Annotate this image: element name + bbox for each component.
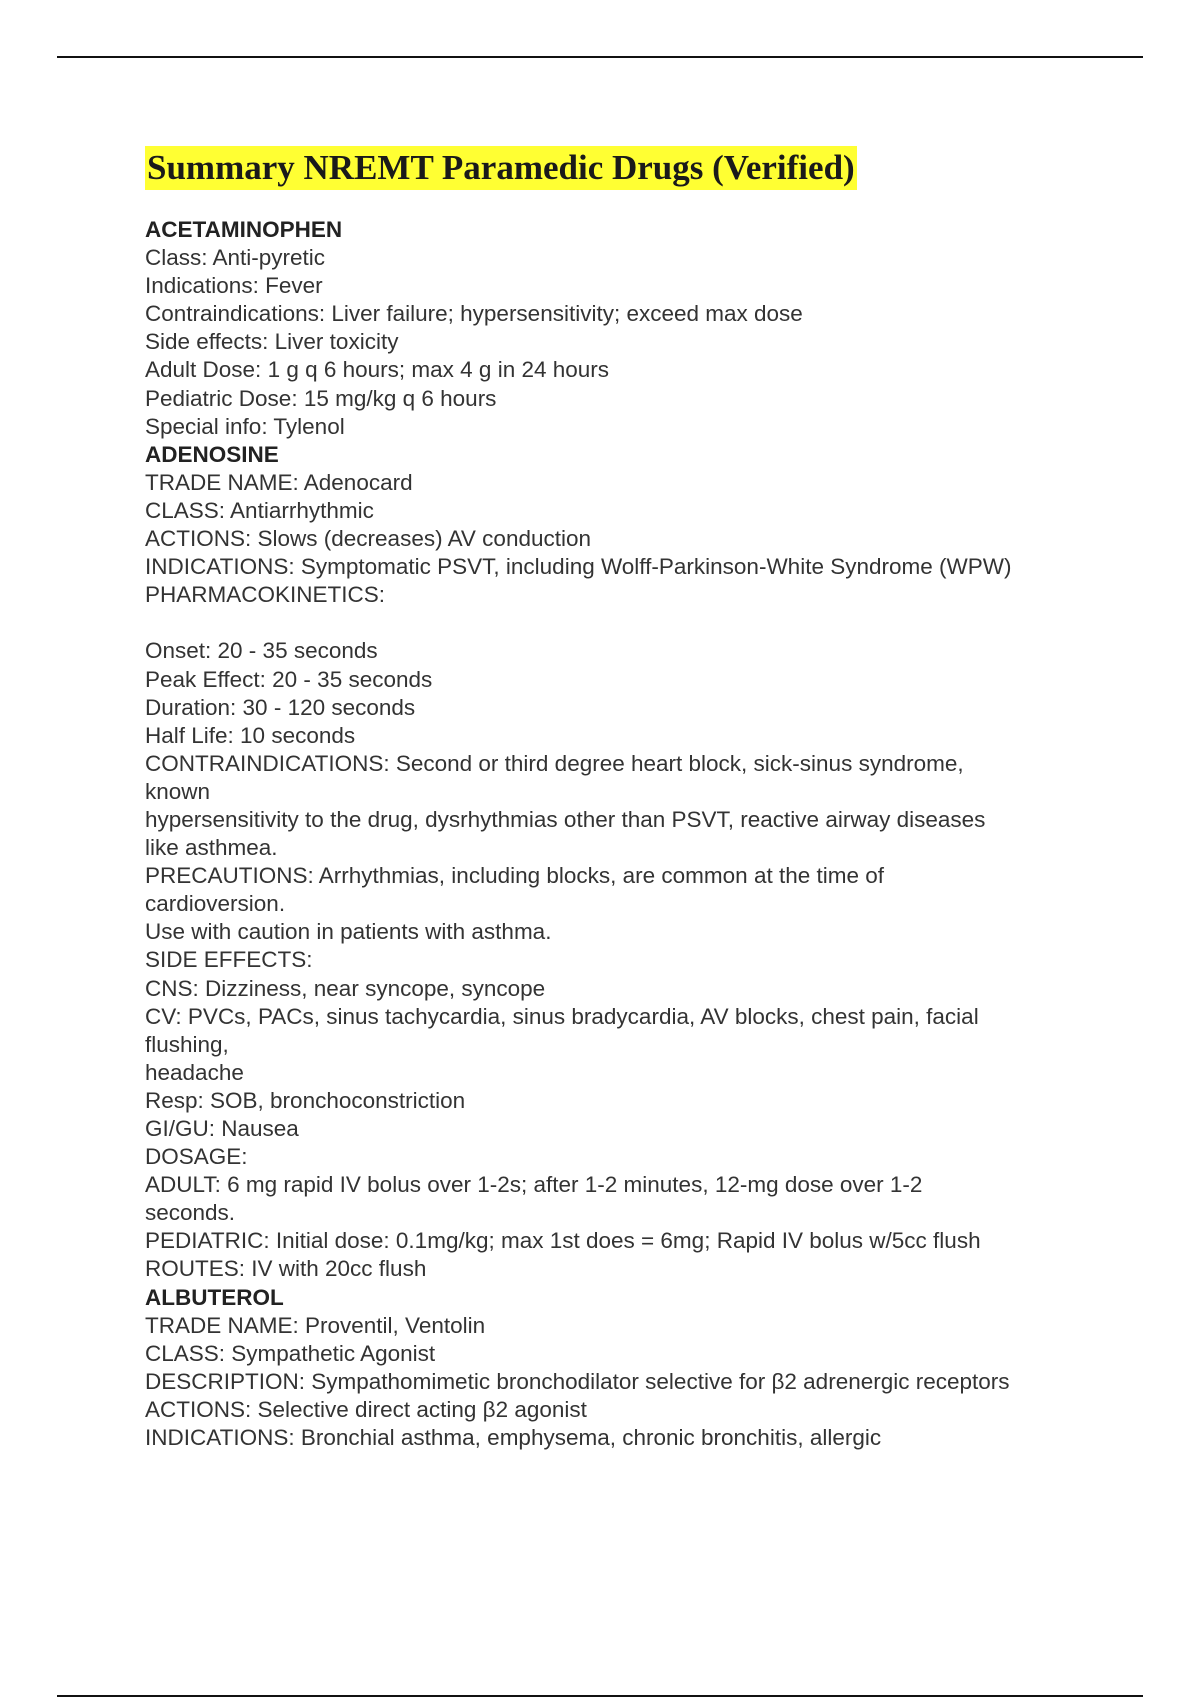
text-line: CONTRAINDICATIONS: Second or third degree heart block, sick-sinus syndrome,: [145, 750, 964, 776]
text-line: Duration: 30 - 120 seconds: [145, 694, 416, 720]
text-line: DOSAGE:: [145, 1144, 248, 1170]
text-line: flushing,: [145, 1031, 229, 1057]
text-line: ACTIONS: Selective direct acting β2 agonist: [145, 1396, 587, 1422]
text-line: Contraindications: Liver failure; hypersensitivity; exceed max dose: [145, 301, 803, 327]
text-line: PHARMACOKINETICS:: [145, 582, 386, 608]
text-line: Onset: 20 - 35 seconds: [145, 638, 378, 664]
text-line: Half Life: 10 seconds: [145, 722, 356, 748]
blank-line: [145, 609, 1145, 637]
text-line: TRADE NAME: Adenocard: [145, 469, 413, 495]
text-line: CNS: Dizziness, near syncope, syncope: [145, 975, 546, 1001]
text-line: known: [145, 778, 211, 804]
text-line: hypersensitivity to the drug, dysrhythmias other than PSVT, reactive airway diseases: [145, 806, 986, 832]
text-line: cardioversion.: [145, 891, 286, 917]
text-line: INDICATIONS: Symptomatic PSVT, including Wolff-Parkinson-White Syndrome (WPW): [145, 554, 1012, 580]
top-rule: [57, 56, 1143, 58]
text-line: Indications: Fever: [145, 273, 323, 299]
text-line: Resp: SOB, bronchoconstriction: [145, 1087, 466, 1113]
text-line: CLASS: Antiarrhythmic: [145, 497, 374, 523]
text-line: Class: Anti-pyretic: [145, 245, 326, 271]
bottom-rule: [57, 1695, 1143, 1697]
text-line: Special info: Tylenol: [145, 413, 345, 439]
text-line: INDICATIONS: Bronchial asthma, emphysema, chronic bronchitis, allergic: [145, 1425, 882, 1451]
text-line: ROUTES: IV with 20cc flush: [145, 1256, 427, 1282]
document-body: [145, 216, 1145, 1452]
text-line: SIDE EFFECTS:: [145, 947, 313, 973]
text-line: GI/GU: Nausea: [145, 1116, 299, 1141]
drug-heading: ALBUTEROL: [145, 1284, 284, 1310]
text-line: Pediatric Dose: 15 mg/kg q 6 hours: [145, 385, 497, 411]
text-line: Use with caution in patients with asthma.: [145, 919, 552, 945]
text-line: ADULT: 6 mg rapid IV bolus over 1-2s; after 1-2 minutes, 12-mg dose over 1-2: [145, 1172, 923, 1198]
text-line: Side effects: Liver toxicity: [145, 329, 399, 355]
text-line: CV: PVCs, PACs, sinus tachycardia, sinus bradycardia, AV blocks, chest pain, facial: [145, 1003, 979, 1029]
text-line: Peak Effect: 20 - 35 seconds: [145, 666, 433, 692]
text-line: PRECAUTIONS: Arrhythmias, including blocks, are common at the time of: [145, 863, 885, 889]
text-line: ACTIONS: Slows (decreases) AV conduction: [145, 526, 592, 552]
text-line: DESCRIPTION: Sympathomimetic bronchodilator selective for β2 adrenergic receptors: [145, 1368, 1010, 1394]
text-line: Adult Dose: 1 g q 6 hours; max 4 g in 24 hours: [145, 357, 610, 383]
text-line: TRADE NAME: Proventil, Ventolin: [145, 1312, 486, 1338]
text-line: headache: [145, 1059, 244, 1085]
text-line: like asthmea.: [145, 835, 278, 861]
drug-heading: ADENOSINE: [145, 441, 279, 467]
document-title: Summary NREMT Paramedic Drugs (Verified): [145, 146, 857, 190]
text-line: PEDIATRIC: Initial dose: 0.1mg/kg; max 1st does = 6mg; Rapid IV bolus w/5cc flush: [145, 1228, 981, 1254]
text-line: seconds.: [145, 1200, 236, 1226]
drug-heading: ACETAMINOPHEN: [145, 217, 343, 242]
text-line: CLASS: Sympathetic Agonist: [145, 1340, 436, 1366]
